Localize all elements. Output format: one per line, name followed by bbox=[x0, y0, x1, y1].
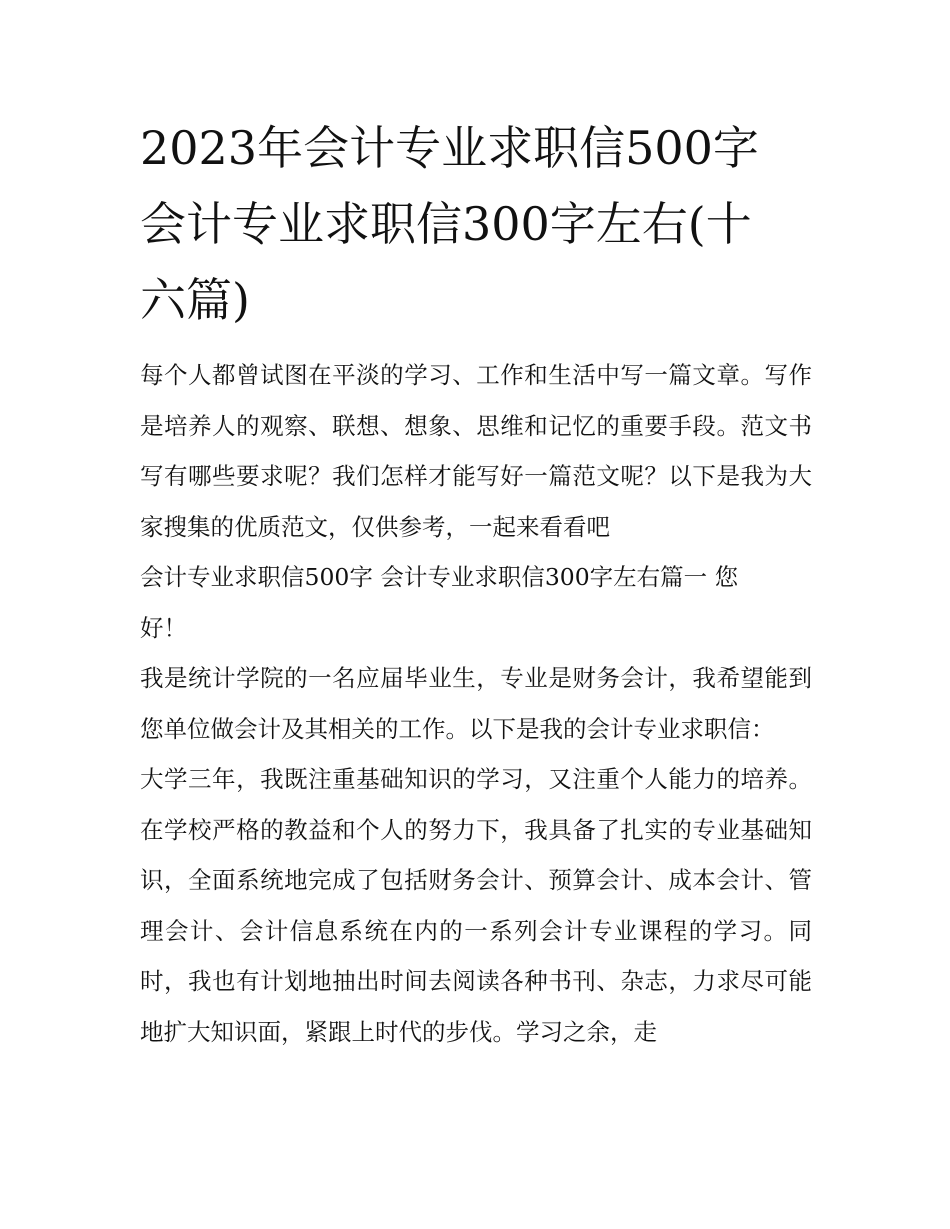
paragraph-self-intro: 我是统计学院的一名应届毕业生，专业是财务会计，我希望能到您单位做会计及其相关的工作。以下是我的会计专业求职信： bbox=[140, 664, 812, 743]
document-title bbox=[140, 110, 812, 338]
document-page bbox=[140, 110, 812, 1057]
title-line-3: 六篇) bbox=[140, 273, 250, 327]
paragraph-intro: 每个人都曾试图在平淡的学习、工作和生活中写一篇文章。写作是培养人的观察、联想、想象、思维和记忆的重要手段。范文书写有哪些要求呢？我们怎样才能写好一篇范文呢？以下是我为大家搜集的优质范文，仅供参考，一起来看看吧 bbox=[140, 361, 812, 541]
document-body bbox=[140, 350, 812, 1057]
title-line-1: 2023年会计专业求职信500字 bbox=[140, 121, 759, 175]
paragraph-heading-greeting: 会计专业求职信500字 会计专业求职信300字左右篇一 您好！ bbox=[140, 563, 739, 642]
paragraph-study: 大学三年，我既注重基础知识的学习，又注重个人能力的培养。在学校严格的教益和个人的努力下，我具备了扎实的专业基础知识，全面系统地完成了包括财务会计、预算会计、成本会计、管理会计、会计信息系统在内的一系列会计专业课程的学习。同时，我也有计划地抽出时间去阅读各种书刊、杂志，力求尽可能地扩大知识面，紧跟上时代的步伐。学习之余，走 bbox=[140, 765, 812, 1046]
title-line-2: 会计专业求职信300字左右(十 bbox=[140, 197, 752, 251]
